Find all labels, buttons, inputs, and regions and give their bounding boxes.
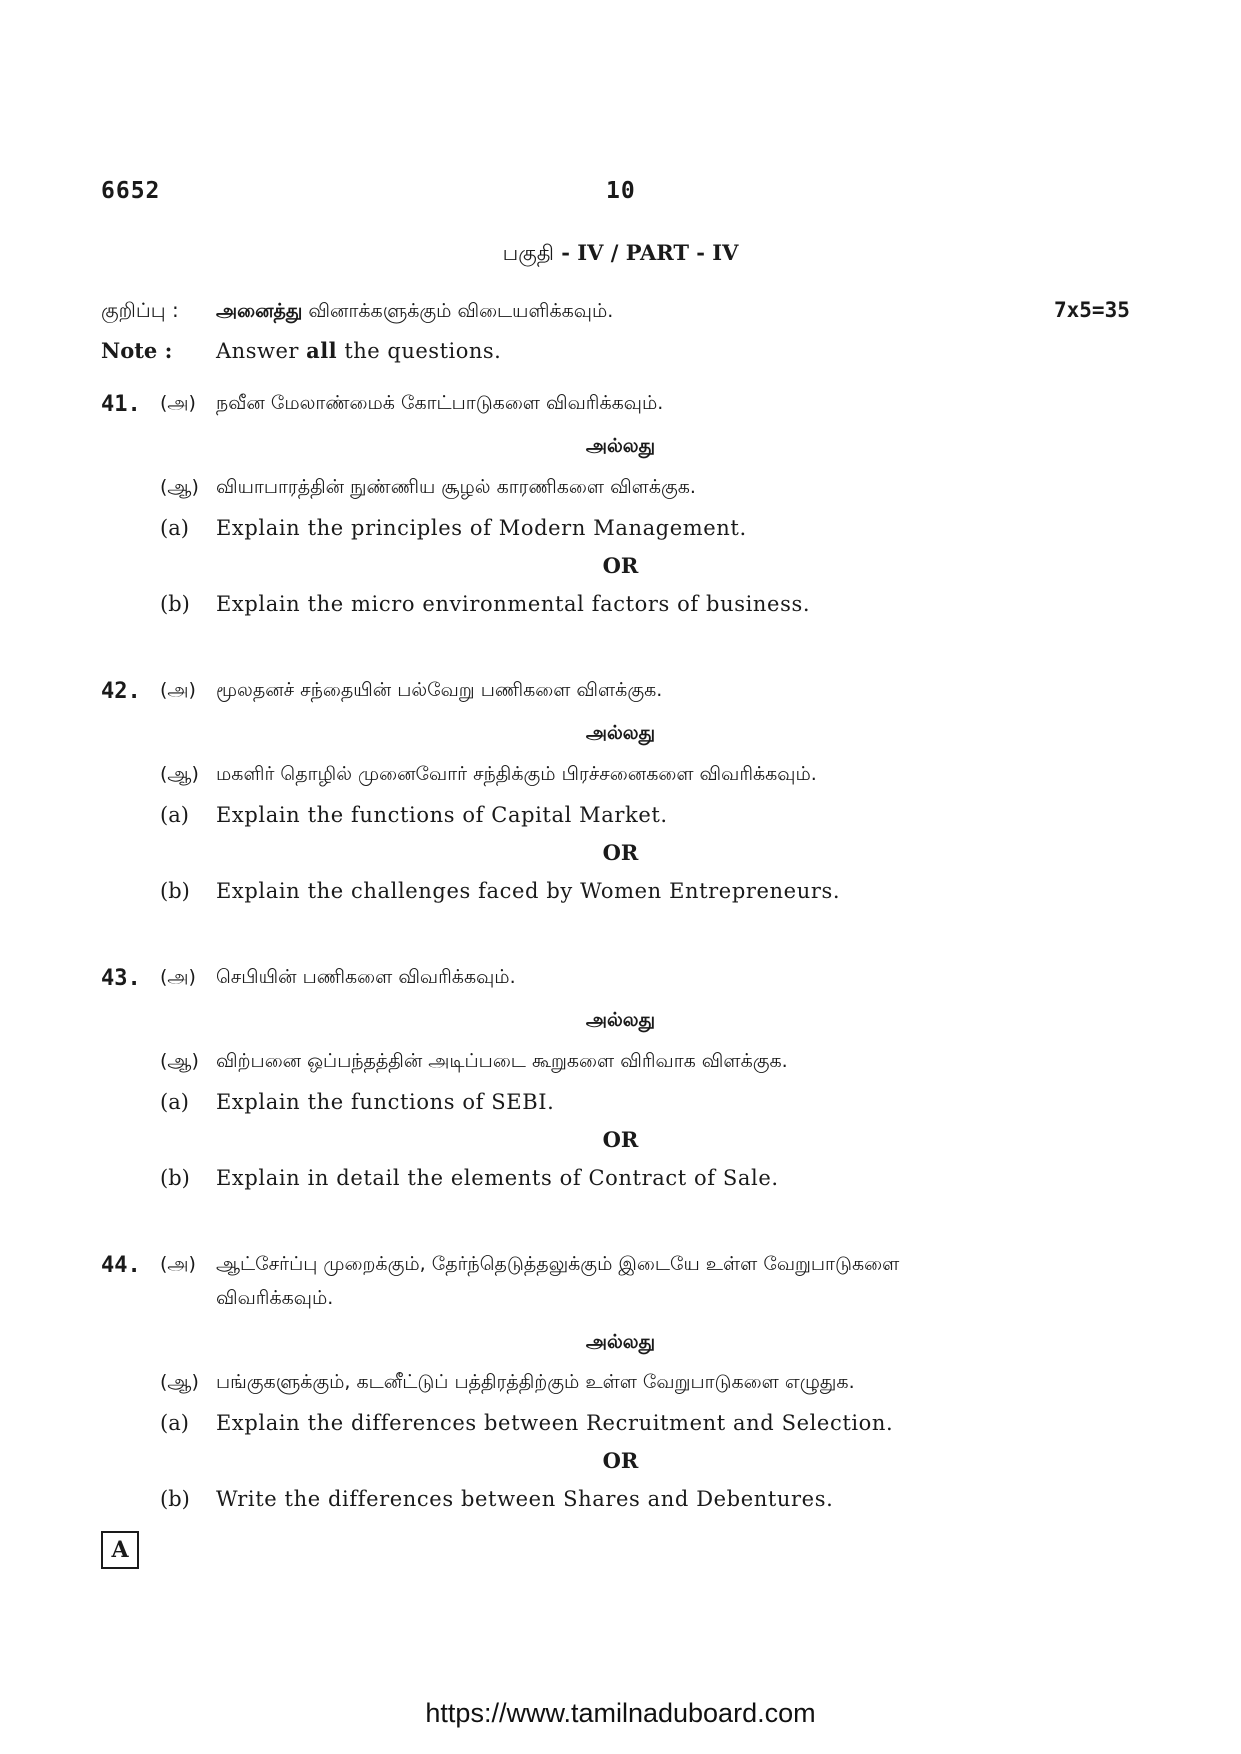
- question-b-english-text: Explain in detail the elements of Contract of Sale.: [216, 1166, 779, 1190]
- or-tamil: அல்லது: [585, 1331, 656, 1353]
- question-b-english: [160, 592, 810, 616]
- question-number: 43.: [101, 966, 141, 991]
- note-tamil-bold: அனைத்து: [216, 300, 303, 322]
- question-a-tamil-text: மூலதனச் சந்தையின் பல்வேறு பணிகளை விளக்குக.: [216, 679, 663, 701]
- or-english: OR: [602, 1127, 639, 1152]
- question-number: 42.: [101, 679, 141, 704]
- question-b-english: [160, 1487, 833, 1511]
- marker-a-tamil: (அ): [160, 1253, 196, 1275]
- question-a-tamil-text: செபியின் பணிகளை விவரிக்கவும்.: [216, 966, 516, 988]
- note-english-label: Note :: [101, 338, 173, 363]
- question-b-english-text: Explain the challenges faced by Women Entrepreneurs.: [216, 879, 841, 903]
- question-b-tamil: [160, 1050, 788, 1075]
- note-english-post: the questions.: [337, 339, 502, 363]
- question-a-english: [160, 1411, 893, 1435]
- note-english-pre: Answer: [216, 339, 307, 363]
- marker-a-tamil: (அ): [160, 392, 196, 414]
- question-b-tamil-text: வியாபாரத்தின் நுண்ணிய சூழல் காரணிகளை விளக்குக.: [216, 476, 696, 498]
- question-a-tamil: [160, 966, 516, 991]
- question-b-english-text: Write the differences between Shares and Debentures.: [216, 1487, 834, 1511]
- question-number: 41.: [101, 392, 141, 417]
- marker-b-english: (b): [160, 592, 190, 616]
- question-b-tamil: [160, 1371, 855, 1396]
- note-tamil-label: குறிப்பு :: [101, 298, 179, 322]
- page-number: 10: [606, 178, 636, 204]
- or-english: OR: [602, 1448, 639, 1473]
- question-a-english: [160, 1090, 554, 1114]
- note-english-bold: all: [306, 338, 338, 363]
- marker-a-tamil: (அ): [160, 966, 196, 988]
- marks-allocation: 7x5=35: [1054, 298, 1130, 322]
- question-b-english-text: Explain the micro environmental factors of business.: [216, 592, 811, 616]
- marker-b-tamil: (ஆ): [160, 763, 199, 785]
- question-b-tamil-text: விற்பனை ஒப்பந்தத்தின் அடிப்படை கூறுகளை விரிவாக விளக்குக.: [216, 1050, 788, 1072]
- question-b-tamil: [160, 476, 696, 501]
- question-a-english: [160, 803, 668, 827]
- footer-url[interactable]: https://www.tamilnaduboard.com: [425, 1698, 816, 1728]
- question-b-english: [160, 879, 840, 903]
- question-a-english: [160, 516, 747, 540]
- marker-b-english: (b): [160, 1487, 190, 1511]
- question-a-english-text: Explain the functions of Capital Market.: [216, 803, 668, 827]
- marker-b-tamil: (ஆ): [160, 476, 199, 498]
- part-heading-separator: - IV /: [553, 240, 626, 265]
- question-a-tamil: [160, 1253, 899, 1278]
- paper-code: 6652: [101, 178, 161, 204]
- part-heading: [0, 240, 1241, 268]
- question-a-english-text: Explain the principles of Modern Management.: [216, 516, 747, 540]
- question-a-english-text: Explain the differences between Recruitment and Selection.: [216, 1411, 894, 1435]
- marker-b-tamil: (ஆ): [160, 1050, 199, 1072]
- version-box: A: [101, 1531, 139, 1569]
- or-tamil: அல்லது: [585, 1009, 656, 1031]
- marker-b-english: (b): [160, 1166, 190, 1190]
- question-a-english-text: Explain the functions of SEBI.: [216, 1090, 555, 1114]
- question-number: 44.: [101, 1253, 141, 1278]
- marker-b-english: (b): [160, 879, 190, 903]
- question-b-english: [160, 1166, 779, 1190]
- or-english: OR: [602, 840, 639, 865]
- question-a-tamil-continued: விவரிக்கவும்.: [216, 1287, 334, 1309]
- note-tamil-text: வினாக்களுக்கும் விடையளிக்கவும்.: [302, 300, 614, 322]
- marker-a-english: (a): [160, 1090, 189, 1114]
- question-b-tamil-text: மகளிர் தொழில் முனைவோர் சந்திக்கும் பிரச்சனைகளை விவரிக்கவும்.: [216, 763, 817, 785]
- marker-b-tamil: (ஆ): [160, 1371, 199, 1393]
- part-heading-english: PART - IV: [625, 240, 739, 265]
- marker-a-tamil: (அ): [160, 679, 196, 701]
- marker-a-english: (a): [160, 516, 189, 540]
- or-tamil: அல்லது: [585, 722, 656, 744]
- part-heading-tamil: பகுதி: [502, 241, 554, 265]
- question-a-tamil: [160, 679, 662, 704]
- marker-a-english: (a): [160, 1411, 189, 1435]
- question-b-tamil-text: பங்குகளுக்கும், கடனீட்டுப் பத்திரத்திற்கும் உள்ள வேறுபாடுகளை எழுதுக.: [216, 1371, 855, 1393]
- note-english: [216, 338, 501, 363]
- question-a-tamil: [160, 392, 663, 417]
- question-a-tamil-text: நவீன மேலாண்மைக் கோட்பாடுகளை விவரிக்கவும்.: [216, 392, 664, 414]
- question-a-tamil-text: ஆட்சேர்ப்பு முறைக்கும், தேர்ந்தெடுத்தலுக்கும் இடையே உள்ள வேறுபாடுகளை: [216, 1253, 900, 1275]
- marker-a-english: (a): [160, 803, 189, 827]
- or-tamil: அல்லது: [585, 435, 656, 457]
- or-english: OR: [602, 553, 639, 578]
- question-b-tamil: [160, 763, 817, 788]
- note-tamil: [216, 300, 613, 325]
